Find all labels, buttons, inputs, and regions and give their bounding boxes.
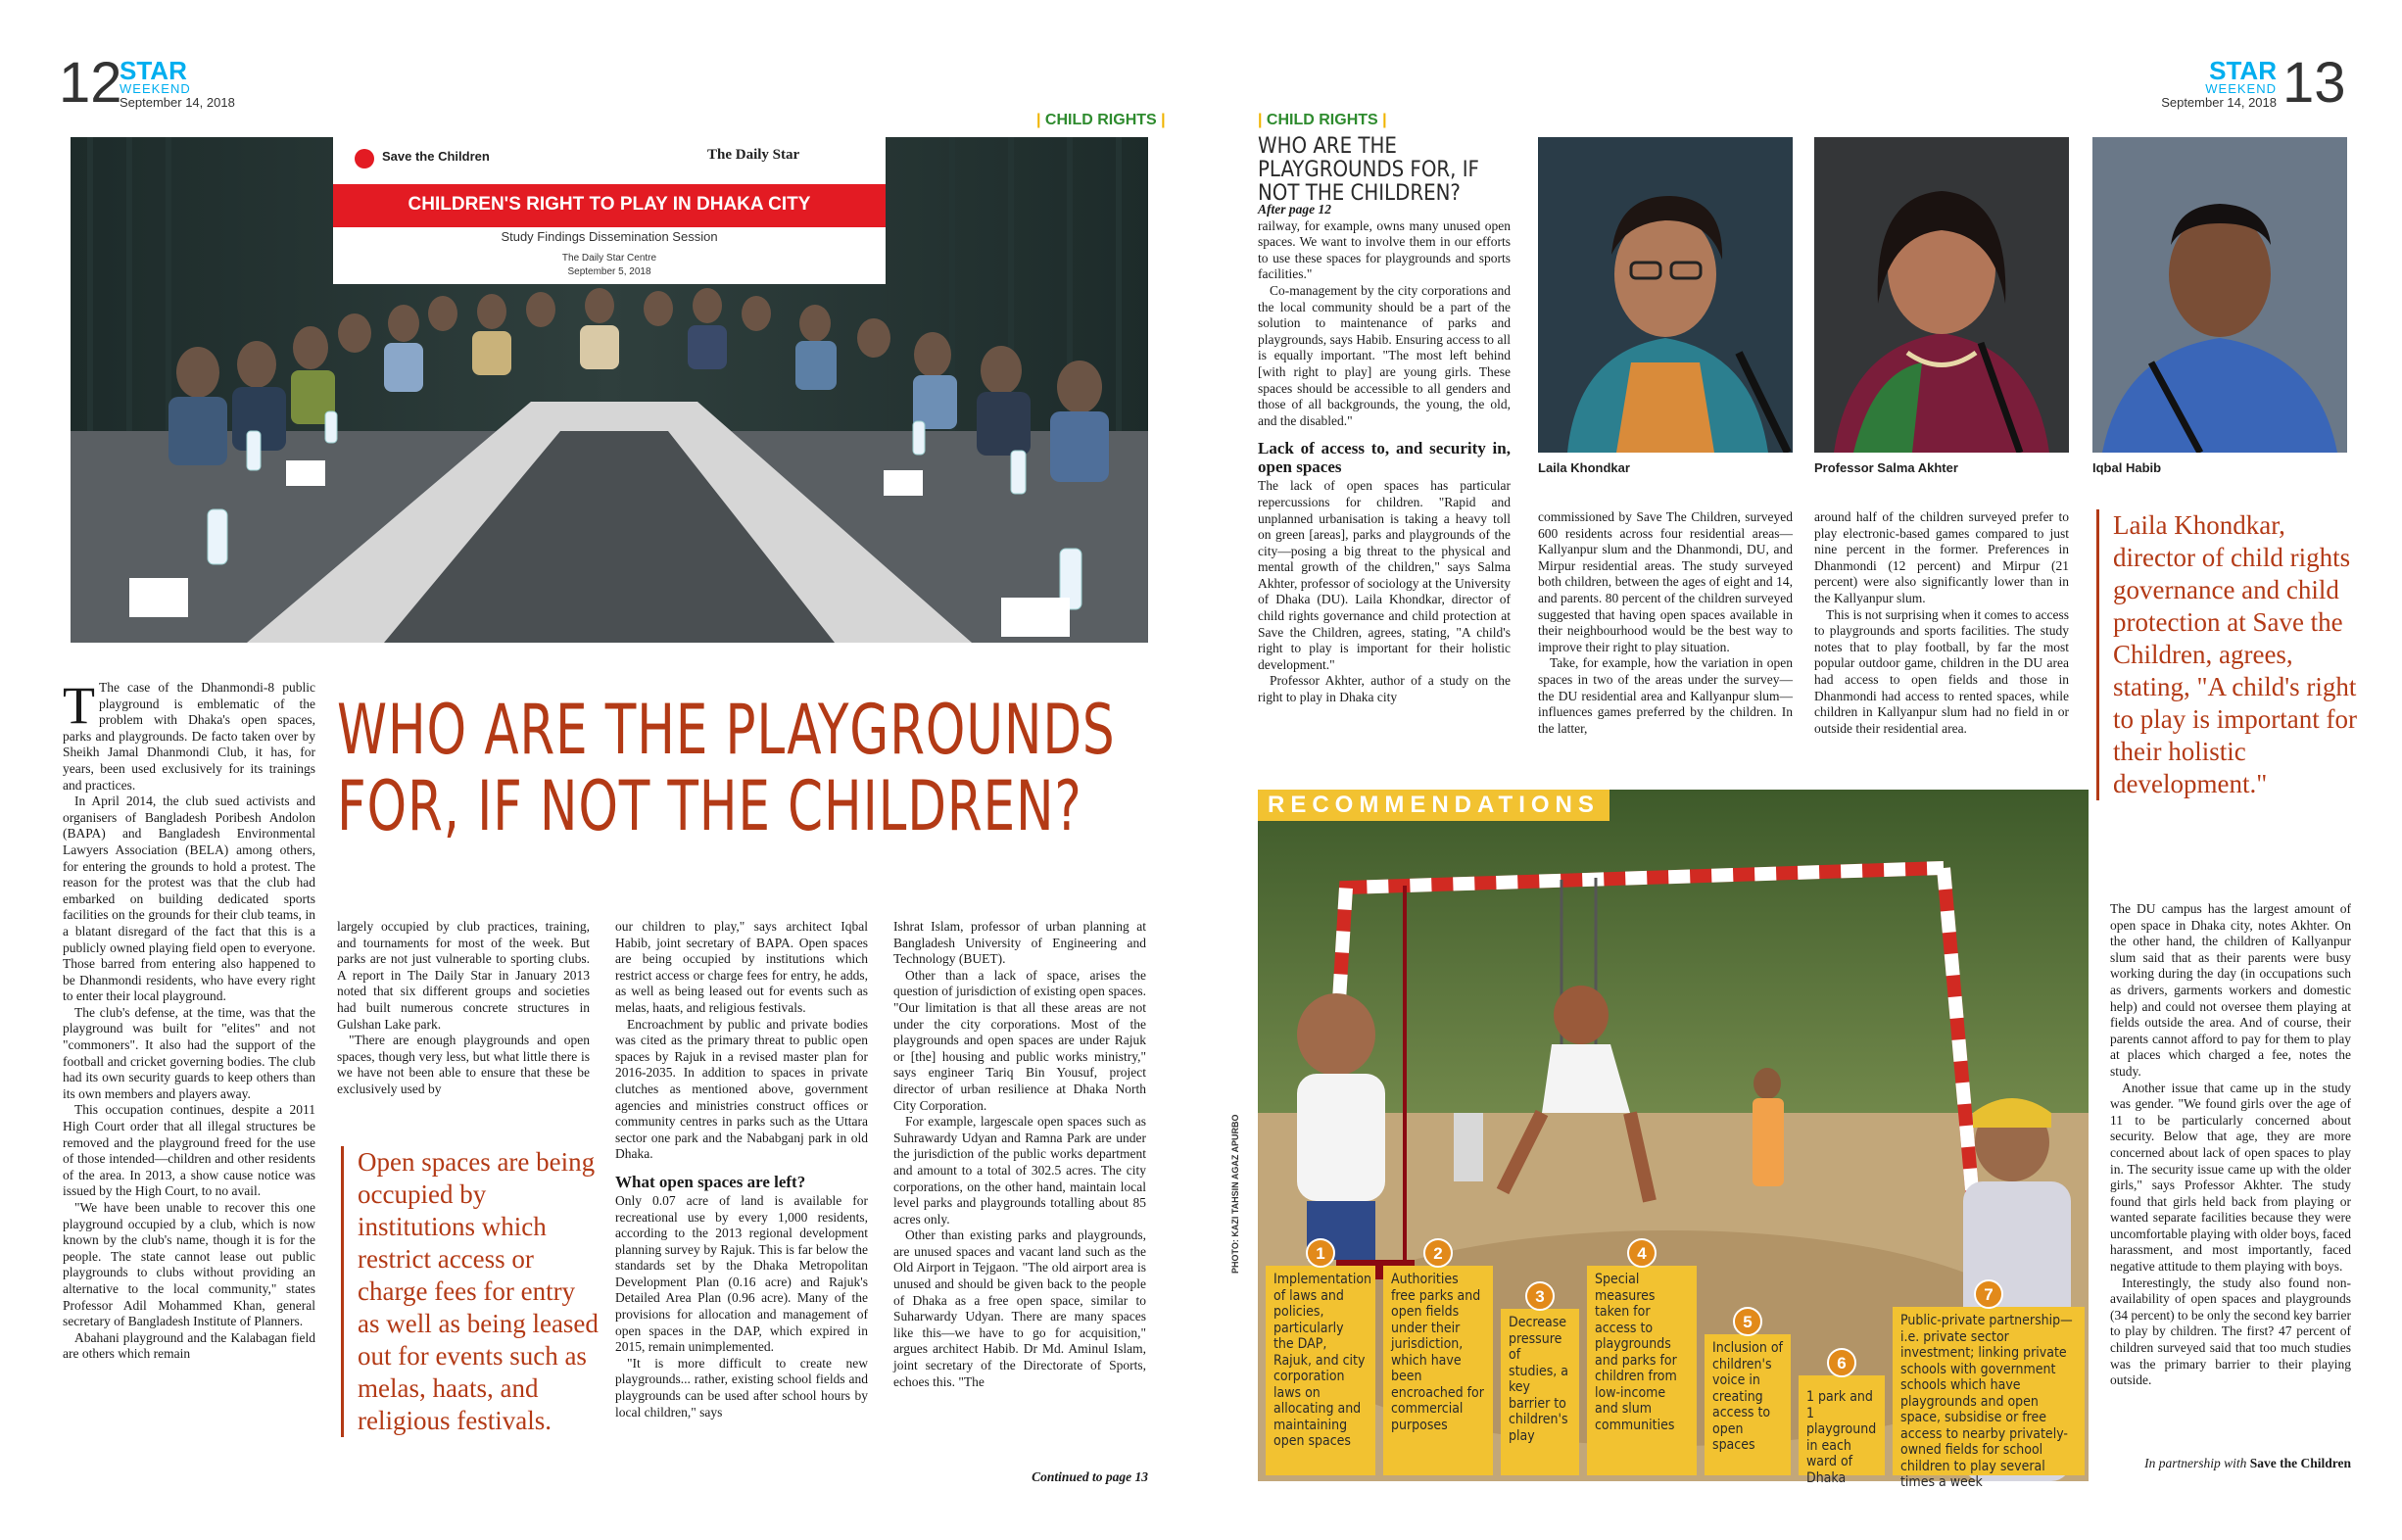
small-headline: WHO ARE THE PLAYGROUNDS FOR, IF NOT THE CHILDREN?: [1258, 134, 1479, 206]
continued-note: Continued to page 13: [1032, 1469, 1148, 1484]
banner-date: September 5, 2018: [567, 266, 651, 277]
portrait-laila-art: [1538, 137, 1793, 453]
left-col-4: Ishrat Islam, professor of urban planning at Bangladesh University of Engineering and Technology (BUET). Other than a lack of space, arises the question of jurisdiction of existing open spaces. "Our limitation is that all these areas are not under the city corporations. Most of the playgrounds and open spaces are under Rajuk or [the] housing and public works ministry," says engineer Tariq Bin Yousuf, project director of urban resilience at Dhaka North City Corporation. For example, largescale open spaces such as Suhrawardy Udyan and Ramna Park are under the jurisdiction of the public works department and amount to a total of 302.5 acres. The city corporations, on the other hand, maintain local level parks and playgrounds totalling about 85 acres only. Other than existing parks and playgrounds, are unused spaces and vacant land such as the Old Airport in Tejgaon. "The old airport area is unused and should be given back to the people of Dhaka as a free open space, similar to Suharwardy Udyan. There are many spaces like this—we have to go for acquisition," argues architect Habib. Dr Md. Aminul Islam, joint secretary of the Directorate of Sports, echoes this. "The: [893, 919, 1146, 1389]
col3-subhead: What open spaces are left?: [615, 1172, 806, 1191]
caption-salma: Professor Salma Akhter: [1814, 460, 1958, 475]
left-page-number: 12: [59, 51, 122, 115]
banner-venue: The Daily Star Centre: [561, 253, 657, 264]
main-headline: WHO ARE THE PLAYGROUNDS FOR, IF NOT THE CHILDREN?: [337, 690, 1116, 846]
right-masthead: [2161, 56, 2277, 110]
rec-box-4: Special measures taken for access to playgrounds and parks for children from low-income and slum communities: [1587, 1266, 1697, 1475]
right-col-d: The DU campus has the largest amount of open space in Dhaka city, notes Akhter. On the other hand, the children of Kallyanpur slum said that as their parents were busy working during the day (in occupations such as drivers, garments workers and domestic help) and could not oversee them playing at fields outside the area. And of course, their parents cannot afford to pay for them to play at places which charged a fee, notes the study. Another issue that came up in the study was gender. "We found girls over the age of 11 to be particularly concerned about security. Below that age, they are more concerned about lack of open spaces to play in. The security issue came up with the older girls," says Professor Akhter. The study found that girls held back from playing or wanted separate facilities because they were uncomfortable playing with older boys, faced harassment, and most importantly, faced negative attitude to them playing with boys. Interestingly, the study also found non-availability of open spaces and playgrounds (34 percent) to be only the second key barrier to play by children. The first? 47 percent of children surveyed said that too much studies was the primary barrier to their playing outside.: [2110, 901, 2351, 1388]
left-masthead: [120, 56, 235, 110]
recommendations-title: RECOMMENDATIONS: [1258, 790, 1609, 821]
masthead-sub: WEEKEND: [120, 81, 191, 96]
rec-num-4: 4: [1627, 1238, 1657, 1268]
left-col-2: largely occupied by club practices, training, and tournaments for most of the week. But parks are not just vulnerable to sporting clubs. A report in The Daily Star in January 2013 noted that six different groups and societies had built numerous concrete structures in Gulshan Lake park. "There are enough playgrounds and open spaces, though very less, but what little there is we have not been able to ensure that these be exclusively used by: [337, 919, 590, 1096]
rec-num-6: 6: [1827, 1348, 1856, 1377]
rec-box-7: Public-private partnership—i.e. private sector investment; linking private schools with government schools which have playgrounds and open space, subsidise or free access to nearby privately-owned fields for school children to play several times a week: [1893, 1307, 2085, 1475]
partnership-line: In partnership with Save the Children: [2144, 1456, 2351, 1470]
right-pullquote: Laila Khondkar, director of child rights governance and child protection at Save the Children, agrees, stating, "A child's right to play is important for their holistic development.": [2096, 509, 2370, 800]
portrait-laila: [1538, 137, 1793, 453]
rec-num-7: 7: [1974, 1279, 2003, 1309]
rec-num-2: 2: [1423, 1238, 1453, 1268]
rec-box-3: Decrease pressure of studies, a key barrier to children's play: [1501, 1309, 1579, 1475]
portrait-salma-art: [1814, 137, 2069, 453]
masthead-date: September 14, 2018: [120, 95, 235, 110]
left-col-1: T The case of the Dhanmondi-8 public playground is emblematic of the problem with Dhaka's open spaces, parks and playgrounds. De facto taken over by Sheikh Jamal Dhanmondi Club, it has, for years, been used exclusively for its trainings and practices. In April 2014, the club sued activists and organisers of Bangladesh Poribesh Andolon (BAPA) and Bangladesh Environmental Lawyers Association (BELA) among others, for entering the grounds to hold a protest. The reason for the protest was that the club had embarked on building dedicated sports facilities on the grounds for their club teams, in a blatant disregard of the fact that this is a publicly owned playing field open to everyone. Those barred from entering also happened to be Dhanmondi residents, who have every right to enter their local playground. The club's defense, at the time, was that the playground was built for "elites" and not "commoners". It also had the support of the football and cricket governing bodies. The club had its own security guards to keep others than its own members and players away. This occupation continues, despite a 2011 High Court order that all illegal structures be removed and the playground freed for the use of those intended—children and other residents of the area. In 2013, a show cause notice was issued by the High Court, to no avail. "We have been unable to recover this one playground occupied by a club, which is now known by the club's name, though it is for the people. The state cannot lease out public playgrounds to clubs without providing an alternative to the local community," states Professor Adil Mohammed Khan, general secretary of Bangladesh Institute of Planners. Abahani playground and the Kalabagan field are others which remain: [63, 676, 315, 1362]
rec-num-5: 5: [1733, 1307, 1762, 1336]
portrait-salma: [1814, 137, 2069, 453]
caption-laila: Laila Khondkar: [1538, 460, 1630, 475]
portrait-iqbal: [2092, 137, 2347, 453]
banner-title: CHILDREN'S RIGHT TO PLAY IN DHAKA CITY: [408, 194, 811, 215]
right-kicker: | CHILD RIGHTS |: [1258, 112, 1387, 128]
caption-iqbal: Iqbal Habib: [2092, 460, 2162, 475]
masthead-sub: WEEKEND: [2205, 81, 2277, 96]
rec-box-1: Implementation of laws and policies, particularly the DAP, Rajuk, and city corporation laws on allocating and maintaining open spaces: [1266, 1266, 1375, 1475]
banner-org1: Save the Children: [382, 149, 490, 164]
right-subhead: Lack of access to, and security in, open spaces: [1258, 439, 1511, 477]
right-intro: After page 12 railway, for example, owns many unused open spaces. We want to involve them in our efforts to use these spaces for playgrounds and sports facilities." Co-management by the city corporations and the local community should be a part of the solution to maintenance of parks and playgrounds, says Habib. Ensuring access to all is equally important. "The most left behind [with right to play] are young girls. These spaces should be accessible to all genders and those of all backgrounds, the young, the old, and the disabled." Lack of access to, and security in, open spaces The lack of open spaces has particular repercussions for children. "Rapid and unplanned urbanisation is taking a heavy toll on green [areas], parks and playgrounds of the city—posing a big threat to the physical and mental growth of the children," says Salma Akhter, professor of sociology at the University of Dhaka (DU). Laila Khondkar, director of child rights governance and child protection at Save the Children, agrees, stating, "A child's right to play is important for their holistic development." Professor Akhter, author of a study on the right to play in Dhaka city: [1258, 202, 1511, 705]
masthead-date: September 14, 2018: [2161, 95, 2277, 110]
rec-num-1: 1: [1306, 1238, 1335, 1268]
left-pullquote: Open spaces are being occupied by institutions which restrict access or charge fees for entry as well as being leased out for events such as melas, haats, and religious festivals.: [341, 1146, 602, 1437]
right-col-b: commissioned by Save The Children, surveyed 600 residents across four residential areas—Kallyanpur slum and the Dhanmondi, DU, and Mirpur residential areas. The study surveyed both children, between the ages of eight and 14, and parents. 80 percent of the children surveyed suggested that having open spaces available in their neighbourhood would be the best way to improve their right to play situation. Take, for example, how the variation in open spaces in two of the areas under the survey—the DU residential area and Kallyanpur slum—influences games preferred by the children. In the latter,: [1538, 509, 1793, 736]
rec-num-3: 3: [1525, 1281, 1555, 1311]
left-kicker: | CHILD RIGHTS |: [1036, 112, 1166, 128]
masthead-brand: STAR: [2209, 56, 2277, 85]
masthead-brand: STAR: [120, 56, 187, 85]
rec-box-6: 1 park and 1 playground in each ward of Dhaka: [1799, 1375, 1885, 1475]
portrait-iqbal-art: [2092, 137, 2347, 453]
banner-subtitle: Study Findings Dissemination Session: [501, 229, 718, 244]
left-col-3: our children to play," says architect Iqbal Habib, joint secretary of BAPA. Open spaces are being occupied by institutions which restrict access or charge fees for entry, he adds, as well as being leased out for events such as melas, haats, and religious festivals. Encroachment by public and private bodies was cited as the primary threat to public open spaces by Rajuk in a revised master plan for 2016-2035. In addition to spaces in private clutches as mentioned above, government agencies and ministries construct offices or community centres in parks such as the Uttara sector one park and the Nababganj park in old Dhaka. What open spaces are left? Only 0.07 acre of land is available for recreational use by every 1,000 residents, according to the 2013 regional development planning survey by Rajuk. This is far below the standards set by the Dhaka Metropolitan Development Plan (0.16 acre) and Rajuk's Detailed Area Plan (0.96 acre). Many of the provisions for allocation and management of open spaces in the DAP, which expired in 2015, remain unimplemented. "It is more difficult to create new playgrounds... rather, existing school fields and playgrounds can be used after school hours by local children," says: [615, 919, 868, 1420]
rec-box-5: Inclusion of children's voice in creating access to open spaces: [1705, 1334, 1791, 1475]
seminar-photo: [71, 137, 1148, 643]
right-page-number: 13: [2282, 51, 2346, 115]
banner-org2: The Daily Star: [707, 147, 800, 163]
rec-box-2: Authorities free parks and open fields under their jurisdiction, which have been encroached for commercial purposes: [1383, 1266, 1493, 1475]
right-col-c: around half of the children surveyed prefer to play electronic-based games compared to just nine percent in the former. Preferences in Dhanmondi (12 percent) and Mirpur (21 percent) were also significantly lower than in the Kallyanpur slum. This is not surprising when it comes to access to playgrounds and sports facilities. The study notes that to play football, by far the most popular outdoor game, children in the DU area had access to open fields and those in Dhanmondi had access to rented spaces, while children in Kallyanpur slum had no field in or outside their residential area.: [1814, 509, 2069, 736]
photo-credit: PHOTO: KAZI TAHSIN AGAZ APURBO: [1230, 1114, 1240, 1274]
